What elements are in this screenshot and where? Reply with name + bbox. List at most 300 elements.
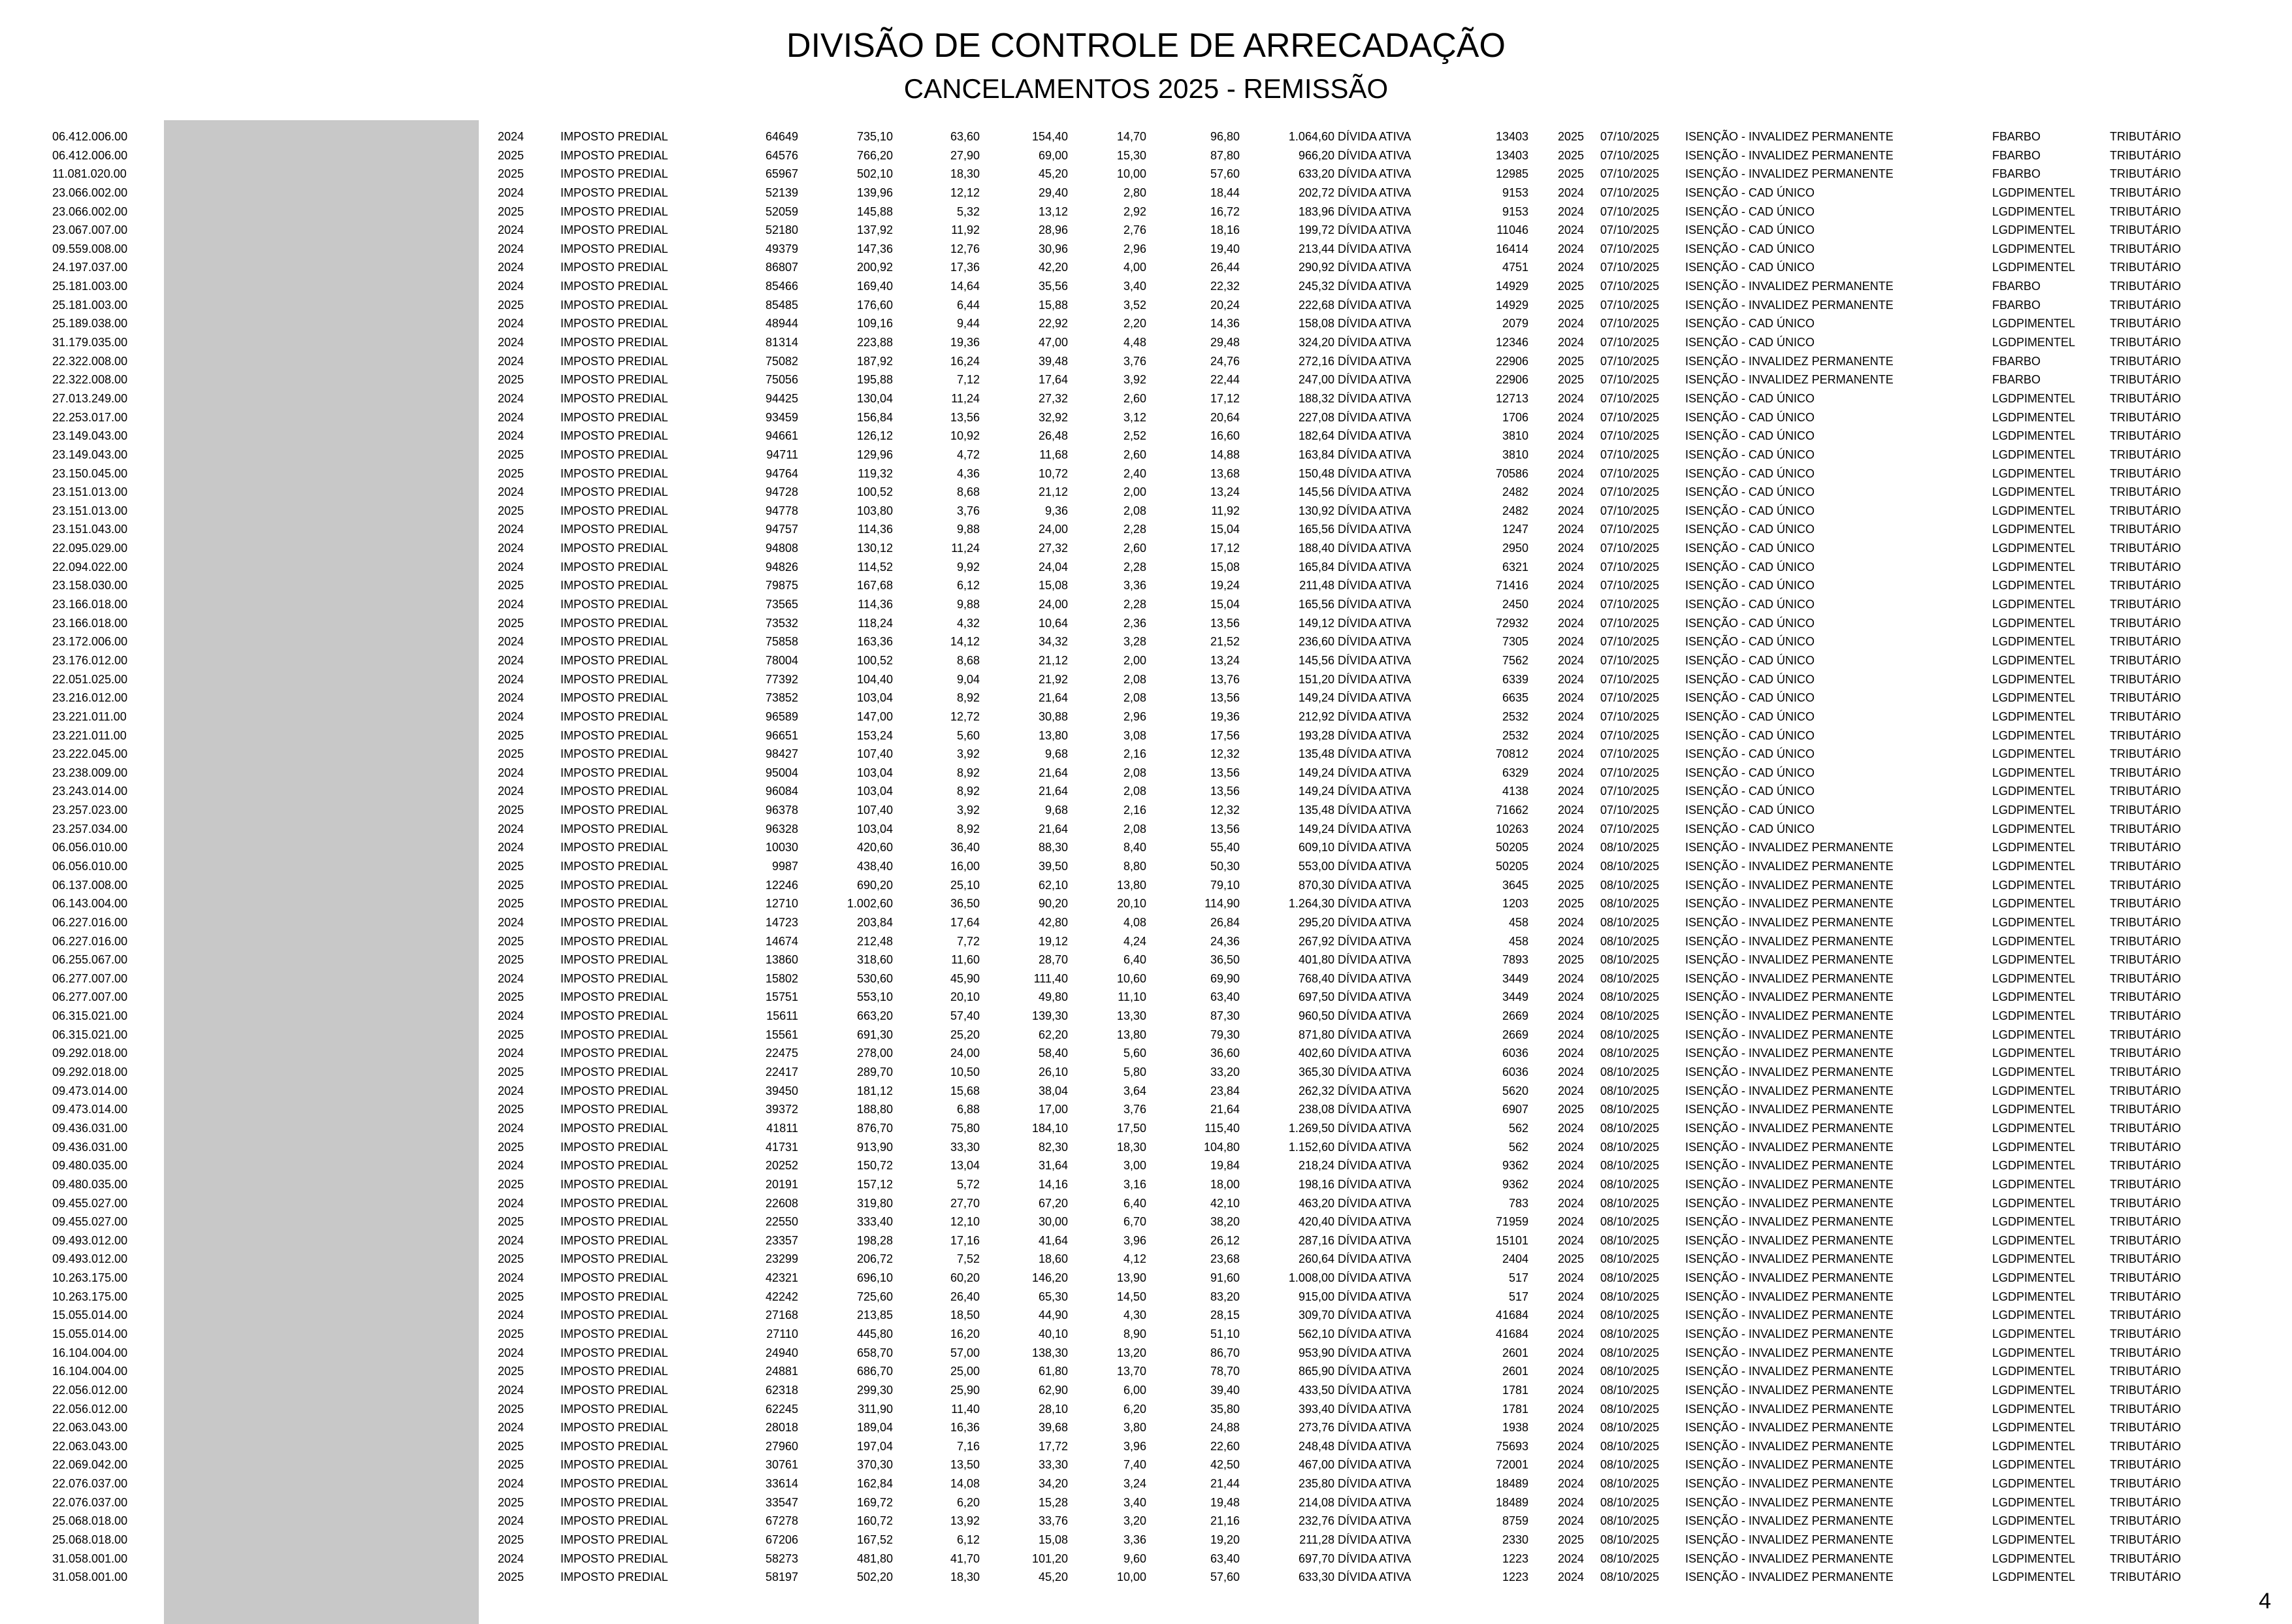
process-number-cell: 458 (1508, 934, 1528, 948)
process-number-cell: 12985 (1495, 167, 1528, 181)
property-code-cell: 09.559.008.00 (52, 242, 128, 255)
correction-value-cell: 18,30 (1116, 1140, 1146, 1154)
department-cell: TRIBUTÁRIO (2110, 878, 2182, 892)
debt-status-cell: DÍVIDA ATIVA (1338, 1346, 1412, 1359)
tax-type-cell: IMPOSTO PREDIAL (560, 785, 668, 798)
cancel-date-cell: 07/10/2025 (1600, 653, 1660, 667)
debt-status-cell: DÍVIDA ATIVA (1338, 579, 1412, 593)
department-cell: TRIBUTÁRIO (2110, 466, 2182, 480)
interest-value-cell: 9,36 (1044, 504, 1068, 517)
reason-cell: ISENÇÃO - INVALIDEZ PERMANENTE (1685, 841, 1894, 854)
table-row (0, 820, 2292, 839)
debt-status-cell: DÍVIDA ATIVA (1338, 523, 1412, 536)
fine-value-cell: 36,50 (950, 897, 980, 911)
table-row (0, 689, 2292, 707)
interest-value-cell: 45,20 (1038, 1570, 1068, 1584)
department-cell: TRIBUTÁRIO (2110, 186, 2182, 199)
process-number-cell: 6329 (1502, 766, 1528, 779)
correction-value-cell: 3,76 (1123, 354, 1146, 368)
table-row (0, 1138, 2292, 1157)
department-cell: TRIBUTÁRIO (2110, 223, 2182, 237)
reason-cell: ISENÇÃO - CAD ÚNICO (1685, 504, 1815, 517)
interest-value-cell: 21,64 (1038, 766, 1068, 779)
total-value-cell: 1.152,60 (1288, 1140, 1334, 1154)
year-cell: 2025 (498, 1327, 525, 1340)
debt-status-cell: DÍVIDA ATIVA (1338, 953, 1412, 967)
total-value-cell: 365,30 (1298, 1065, 1334, 1079)
correction-value-cell: 17,50 (1116, 1121, 1146, 1135)
fine-value-cell: 17,64 (950, 915, 980, 929)
cancel-date-cell: 08/10/2025 (1600, 1290, 1660, 1303)
process-year-cell: 2024 (1557, 560, 1584, 574)
table-row (0, 932, 2292, 951)
fee-value-cell: 96,80 (1210, 130, 1240, 143)
user-cell: FBARBO (1992, 298, 2041, 312)
fine-value-cell: 16,24 (950, 354, 980, 368)
cancel-date-cell: 07/10/2025 (1600, 616, 1660, 630)
correction-value-cell: 20,10 (1116, 897, 1146, 911)
principal-value-cell: 169,72 (856, 1495, 893, 1509)
property-code-cell: 23.221.011.00 (52, 709, 127, 723)
fine-value-cell: 25,90 (950, 1383, 980, 1397)
fee-value-cell: 33,20 (1210, 1065, 1240, 1079)
document-number-cell: 81314 (765, 336, 798, 349)
tax-type-cell: IMPOSTO PREDIAL (560, 1346, 668, 1359)
property-code-cell: 23.257.023.00 (52, 804, 128, 817)
table-row (0, 1550, 2292, 1568)
table-row (0, 446, 2292, 464)
fee-value-cell: 38,20 (1210, 1215, 1240, 1229)
interest-value-cell: 154,40 (1031, 130, 1068, 143)
year-cell: 2025 (498, 1533, 525, 1547)
document-number-cell: 85466 (765, 280, 798, 293)
interest-value-cell: 17,64 (1038, 373, 1068, 387)
table-row (0, 333, 2292, 352)
table-row (0, 352, 2292, 371)
correction-value-cell: 5,80 (1123, 1065, 1146, 1079)
property-code-cell: 10.263.175.00 (52, 1271, 128, 1285)
department-cell: TRIBUTÁRIO (2110, 167, 2182, 181)
document-number-cell: 58273 (765, 1551, 798, 1565)
interest-value-cell: 9,68 (1044, 804, 1068, 817)
total-value-cell: 149,12 (1298, 616, 1334, 630)
correction-value-cell: 3,20 (1123, 1514, 1146, 1528)
correction-value-cell: 7,40 (1123, 1458, 1146, 1472)
fee-value-cell: 91,60 (1210, 1271, 1240, 1285)
tax-type-cell: IMPOSTO PREDIAL (560, 1177, 668, 1191)
property-code-cell: 23.158.030.00 (52, 579, 128, 593)
fine-value-cell: 8,68 (956, 485, 980, 499)
year-cell: 2025 (498, 447, 525, 461)
property-code-cell: 22.322.008.00 (52, 373, 128, 387)
total-value-cell: 463,20 (1298, 1196, 1334, 1210)
fine-value-cell: 7,52 (956, 1252, 980, 1266)
year-cell: 2025 (498, 1103, 525, 1116)
fee-value-cell: 21,64 (1210, 1103, 1240, 1116)
fine-value-cell: 13,92 (950, 1514, 980, 1528)
total-value-cell: 163,84 (1298, 447, 1334, 461)
cancel-date-cell: 08/10/2025 (1600, 1514, 1660, 1528)
reason-cell: ISENÇÃO - CAD ÚNICO (1685, 186, 1815, 199)
table-row (0, 1531, 2292, 1550)
debt-status-cell: DÍVIDA ATIVA (1338, 1159, 1412, 1173)
tax-type-cell: IMPOSTO PREDIAL (560, 1252, 668, 1266)
property-code-cell: 09.493.012.00 (52, 1233, 128, 1247)
interest-value-cell: 28,10 (1038, 1402, 1068, 1416)
year-cell: 2024 (498, 1383, 525, 1397)
department-cell: TRIBUTÁRIO (2110, 485, 2182, 499)
debt-status-cell: DÍVIDA ATIVA (1338, 298, 1412, 312)
fine-value-cell: 9,44 (956, 317, 980, 331)
fee-value-cell: 63,40 (1210, 990, 1240, 1004)
department-cell: TRIBUTÁRIO (2110, 242, 2182, 255)
department-cell: TRIBUTÁRIO (2110, 148, 2182, 162)
debt-status-cell: DÍVIDA ATIVA (1338, 1047, 1412, 1060)
total-value-cell: 262,32 (1298, 1084, 1334, 1097)
total-value-cell: 150,48 (1298, 466, 1334, 480)
debt-status-cell: DÍVIDA ATIVA (1338, 261, 1412, 274)
user-cell: LGDPIMENTEL (1992, 859, 2076, 873)
debt-status-cell: DÍVIDA ATIVA (1338, 728, 1412, 742)
department-cell: TRIBUTÁRIO (2110, 1140, 2182, 1154)
year-cell: 2025 (498, 804, 525, 817)
tax-type-cell: IMPOSTO PREDIAL (560, 130, 668, 143)
correction-value-cell: 3,96 (1123, 1439, 1146, 1453)
process-number-cell: 16414 (1495, 242, 1528, 255)
department-cell: TRIBUTÁRIO (2110, 130, 2182, 143)
correction-value-cell: 3,52 (1123, 298, 1146, 312)
process-number-cell: 50205 (1495, 859, 1528, 873)
year-cell: 2024 (498, 485, 525, 499)
process-number-cell: 2601 (1502, 1365, 1528, 1378)
table-row (0, 969, 2292, 988)
fee-value-cell: 36,60 (1210, 1047, 1240, 1060)
fee-value-cell: 42,50 (1210, 1458, 1240, 1472)
correction-value-cell: 2,60 (1123, 391, 1146, 405)
document-number-cell: 15802 (765, 971, 798, 985)
user-cell: LGDPIMENTEL (1992, 1514, 2076, 1528)
document-number-cell: 94808 (765, 542, 798, 555)
tax-type-cell: IMPOSTO PREDIAL (560, 1570, 668, 1584)
department-cell: TRIBUTÁRIO (2110, 1533, 2182, 1547)
cancel-date-cell: 08/10/2025 (1600, 990, 1660, 1004)
process-year-cell: 2024 (1557, 336, 1584, 349)
reason-cell: ISENÇÃO - CAD ÚNICO (1685, 728, 1815, 742)
document-number-cell: 94728 (765, 485, 798, 499)
property-code-cell: 25.181.003.00 (52, 298, 128, 312)
table-row (0, 1156, 2292, 1175)
property-code-cell: 09.480.035.00 (52, 1177, 128, 1191)
year-cell: 2025 (498, 878, 525, 892)
fine-value-cell: 17,36 (950, 261, 980, 274)
tax-type-cell: IMPOSTO PREDIAL (560, 691, 668, 705)
principal-value-cell: 107,40 (856, 747, 893, 761)
user-cell: LGDPIMENTEL (1992, 261, 2076, 274)
user-cell: FBARBO (1992, 130, 2041, 143)
year-cell: 2025 (498, 990, 525, 1004)
process-number-cell: 562 (1508, 1121, 1528, 1135)
cancel-date-cell: 08/10/2025 (1600, 1365, 1660, 1378)
interest-value-cell: 40,10 (1038, 1327, 1068, 1340)
cancel-date-cell: 08/10/2025 (1600, 1009, 1660, 1023)
document-number-cell: 75082 (765, 354, 798, 368)
property-code-cell: 23.172.006.00 (52, 635, 128, 649)
year-cell: 2025 (498, 373, 525, 387)
principal-value-cell: 289,70 (856, 1065, 893, 1079)
document-number-cell: 42321 (765, 1271, 798, 1285)
principal-value-cell: 100,52 (856, 485, 893, 499)
process-number-cell: 9153 (1502, 186, 1528, 199)
reason-cell: ISENÇÃO - INVALIDEZ PERMANENTE (1685, 953, 1894, 967)
cancel-date-cell: 08/10/2025 (1600, 878, 1660, 892)
total-value-cell: 212,92 (1298, 709, 1334, 723)
document-title: DIVISÃO DE CONTROLE DE ARRECADAÇÃO (786, 27, 1506, 65)
department-cell: TRIBUTÁRIO (2110, 1159, 2182, 1173)
property-code-cell: 22.056.012.00 (52, 1383, 128, 1397)
principal-value-cell: 203,84 (856, 915, 893, 929)
process-year-cell: 2024 (1557, 485, 1584, 499)
process-number-cell: 12346 (1495, 336, 1528, 349)
department-cell: TRIBUTÁRIO (2110, 915, 2182, 929)
table-row (0, 1325, 2292, 1344)
reason-cell: ISENÇÃO - INVALIDEZ PERMANENTE (1685, 1177, 1894, 1191)
process-number-cell: 22906 (1495, 354, 1528, 368)
principal-value-cell: 876,70 (856, 1121, 893, 1135)
reason-cell: ISENÇÃO - INVALIDEZ PERMANENTE (1685, 897, 1894, 911)
user-cell: LGDPIMENTEL (1992, 485, 2076, 499)
year-cell: 2025 (498, 934, 525, 948)
table-row (0, 146, 2292, 165)
department-cell: TRIBUTÁRIO (2110, 747, 2182, 761)
process-year-cell: 2024 (1557, 504, 1584, 517)
department-cell: TRIBUTÁRIO (2110, 1551, 2182, 1565)
correction-value-cell: 2,36 (1123, 616, 1146, 630)
table-row (0, 876, 2292, 895)
document-number-cell: 52180 (765, 223, 798, 237)
department-cell: TRIBUTÁRIO (2110, 1103, 2182, 1116)
interest-value-cell: 184,10 (1031, 1121, 1068, 1135)
cancel-date-cell: 07/10/2025 (1600, 298, 1660, 312)
principal-value-cell: 160,72 (856, 1514, 893, 1528)
reason-cell: ISENÇÃO - CAD ÚNICO (1685, 672, 1815, 686)
cancel-date-cell: 08/10/2025 (1600, 1495, 1660, 1509)
cancel-date-cell: 07/10/2025 (1600, 485, 1660, 499)
process-year-cell: 2024 (1557, 841, 1584, 854)
table-row (0, 913, 2292, 932)
year-cell: 2025 (498, 728, 525, 742)
process-year-cell: 2024 (1557, 709, 1584, 723)
process-year-cell: 2024 (1557, 934, 1584, 948)
user-cell: LGDPIMENTEL (1992, 1065, 2076, 1079)
correction-value-cell: 6,20 (1123, 1402, 1146, 1416)
tax-type-cell: IMPOSTO PREDIAL (560, 447, 668, 461)
interest-value-cell: 32,92 (1038, 410, 1068, 424)
tax-type-cell: IMPOSTO PREDIAL (560, 1290, 668, 1303)
year-cell: 2024 (498, 1551, 525, 1565)
cancel-date-cell: 08/10/2025 (1600, 1196, 1660, 1210)
document-number-cell: 20252 (765, 1159, 798, 1173)
fee-value-cell: 29,48 (1210, 336, 1240, 349)
total-value-cell: 149,24 (1298, 691, 1334, 705)
total-value-cell: 267,92 (1298, 934, 1334, 948)
reason-cell: ISENÇÃO - INVALIDEZ PERMANENTE (1685, 1383, 1894, 1397)
debt-status-cell: DÍVIDA ATIVA (1338, 653, 1412, 667)
process-number-cell: 1938 (1502, 1421, 1528, 1435)
department-cell: TRIBUTÁRIO (2110, 429, 2182, 443)
interest-value-cell: 9,68 (1044, 747, 1068, 761)
document-number-cell: 22475 (765, 1047, 798, 1060)
cancel-date-cell: 08/10/2025 (1600, 1047, 1660, 1060)
table-row (0, 464, 2292, 483)
year-cell: 2025 (498, 298, 525, 312)
interest-value-cell: 111,40 (1033, 971, 1068, 985)
reason-cell: ISENÇÃO - INVALIDEZ PERMANENTE (1685, 1365, 1894, 1378)
cancel-date-cell: 08/10/2025 (1600, 1121, 1660, 1135)
process-year-cell: 2024 (1557, 1514, 1584, 1528)
principal-value-cell: 150,72 (856, 1159, 893, 1173)
property-code-cell: 09.480.035.00 (52, 1159, 128, 1173)
user-cell: LGDPIMENTEL (1992, 1308, 2076, 1322)
cancel-date-cell: 08/10/2025 (1600, 1065, 1660, 1079)
principal-value-cell: 104,40 (856, 672, 893, 686)
process-number-cell: 2482 (1502, 504, 1528, 517)
table-row (0, 745, 2292, 764)
process-number-cell: 3645 (1502, 878, 1528, 892)
year-cell: 2024 (498, 429, 525, 443)
process-number-cell: 70586 (1495, 466, 1528, 480)
user-cell: LGDPIMENTEL (1992, 542, 2076, 555)
year-cell: 2024 (498, 1421, 525, 1435)
reason-cell: ISENÇÃO - CAD ÚNICO (1685, 560, 1815, 574)
process-year-cell: 2024 (1557, 1346, 1584, 1359)
table-row (0, 1007, 2292, 1026)
property-code-cell: 06.137.008.00 (52, 878, 128, 892)
process-number-cell: 18489 (1495, 1477, 1528, 1491)
reason-cell: ISENÇÃO - INVALIDEZ PERMANENTE (1685, 298, 1894, 312)
reason-cell: ISENÇÃO - INVALIDEZ PERMANENTE (1685, 1514, 1894, 1528)
tax-type-cell: IMPOSTO PREDIAL (560, 1159, 668, 1173)
cancel-date-cell: 08/10/2025 (1600, 1551, 1660, 1565)
correction-value-cell: 3,36 (1123, 1533, 1146, 1547)
fee-value-cell: 13,56 (1210, 822, 1240, 836)
document-number-cell: 78004 (765, 653, 798, 667)
year-cell: 2024 (498, 653, 525, 667)
debt-status-cell: DÍVIDA ATIVA (1338, 1103, 1412, 1116)
user-cell: LGDPIMENTEL (1992, 915, 2076, 929)
cancel-date-cell: 08/10/2025 (1600, 1383, 1660, 1397)
reason-cell: ISENÇÃO - INVALIDEZ PERMANENTE (1685, 1084, 1894, 1097)
department-cell: TRIBUTÁRIO (2110, 373, 2182, 387)
reason-cell: ISENÇÃO - CAD ÚNICO (1685, 709, 1815, 723)
department-cell: TRIBUTÁRIO (2110, 653, 2182, 667)
debt-status-cell: DÍVIDA ATIVA (1338, 1421, 1412, 1435)
debt-status-cell: DÍVIDA ATIVA (1338, 1271, 1412, 1285)
principal-value-cell: 103,04 (856, 766, 893, 779)
reason-cell: ISENÇÃO - INVALIDEZ PERMANENTE (1685, 971, 1894, 985)
document-number-cell: 75056 (765, 373, 798, 387)
department-cell: TRIBUTÁRIO (2110, 1402, 2182, 1416)
document-number-cell: 24881 (765, 1365, 798, 1378)
table-row (0, 1493, 2292, 1512)
fine-value-cell: 16,36 (950, 1421, 980, 1435)
total-value-cell: 183,96 (1298, 204, 1334, 218)
property-code-cell: 06.315.021.00 (52, 1009, 128, 1023)
process-number-cell: 71416 (1495, 579, 1528, 593)
tax-type-cell: IMPOSTO PREDIAL (560, 1121, 668, 1135)
tax-type-cell: IMPOSTO PREDIAL (560, 1065, 668, 1079)
cancel-date-cell: 07/10/2025 (1600, 822, 1660, 836)
process-number-cell: 72001 (1495, 1458, 1528, 1472)
total-value-cell: 287,16 (1298, 1233, 1334, 1247)
tax-type-cell: IMPOSTO PREDIAL (560, 672, 668, 686)
process-year-cell: 2024 (1557, 204, 1584, 218)
fee-value-cell: 20,64 (1210, 410, 1240, 424)
year-cell: 2025 (498, 167, 525, 181)
fine-value-cell: 8,92 (956, 785, 980, 798)
total-value-cell: 158,08 (1298, 317, 1334, 331)
interest-value-cell: 15,88 (1038, 298, 1068, 312)
user-cell: LGDPIMENTEL (1992, 1177, 2076, 1191)
user-cell: LGDPIMENTEL (1992, 1365, 2076, 1378)
year-cell: 2024 (498, 130, 525, 143)
table-row (0, 127, 2292, 146)
reason-cell: ISENÇÃO - INVALIDEZ PERMANENTE (1685, 1271, 1894, 1285)
year-cell: 2024 (498, 280, 525, 293)
reason-cell: ISENÇÃO - CAD ÚNICO (1685, 785, 1815, 798)
property-code-cell: 23.149.043.00 (52, 429, 128, 443)
fee-value-cell: 50,30 (1210, 859, 1240, 873)
user-cell: LGDPIMENTEL (1992, 560, 2076, 574)
reason-cell: ISENÇÃO - INVALIDEZ PERMANENTE (1685, 167, 1894, 181)
interest-value-cell: 14,16 (1038, 1177, 1068, 1191)
total-value-cell: 697,70 (1298, 1551, 1334, 1565)
department-cell: TRIBUTÁRIO (2110, 1327, 2182, 1340)
reason-cell: ISENÇÃO - CAD ÚNICO (1685, 822, 1815, 836)
cancel-date-cell: 07/10/2025 (1600, 804, 1660, 817)
total-value-cell: 145,56 (1298, 485, 1334, 499)
reason-cell: ISENÇÃO - CAD ÚNICO (1685, 635, 1815, 649)
tax-type-cell: IMPOSTO PREDIAL (560, 878, 668, 892)
year-cell: 2025 (498, 1028, 525, 1041)
fine-value-cell: 10,92 (950, 429, 980, 443)
reason-cell: ISENÇÃO - INVALIDEZ PERMANENTE (1685, 1439, 1894, 1453)
document-number-cell: 12246 (765, 878, 798, 892)
process-year-cell: 2024 (1557, 410, 1584, 424)
fine-value-cell: 75,80 (950, 1121, 980, 1135)
document-number-cell: 9987 (771, 859, 798, 873)
year-cell: 2024 (498, 672, 525, 686)
process-number-cell: 8759 (1502, 1514, 1528, 1528)
principal-value-cell: 181,12 (856, 1084, 893, 1097)
total-value-cell: 633,20 (1298, 167, 1334, 181)
interest-value-cell: 24,00 (1038, 523, 1068, 536)
interest-value-cell: 10,72 (1038, 466, 1068, 480)
table-row (0, 614, 2292, 633)
user-cell: LGDPIMENTEL (1992, 616, 2076, 630)
fine-value-cell: 9,88 (956, 598, 980, 611)
process-number-cell: 3810 (1502, 447, 1528, 461)
process-year-cell: 2024 (1557, 653, 1584, 667)
cancel-date-cell: 08/10/2025 (1600, 1327, 1660, 1340)
property-code-cell: 22.076.037.00 (52, 1477, 128, 1491)
user-cell: LGDPIMENTEL (1992, 766, 2076, 779)
table-row (0, 726, 2292, 745)
table-row (0, 221, 2292, 240)
cancel-date-cell: 08/10/2025 (1600, 1159, 1660, 1173)
table-row (0, 1026, 2292, 1045)
reason-cell: ISENÇÃO - INVALIDEZ PERMANENTE (1685, 878, 1894, 892)
user-cell: LGDPIMENTEL (1992, 897, 2076, 911)
